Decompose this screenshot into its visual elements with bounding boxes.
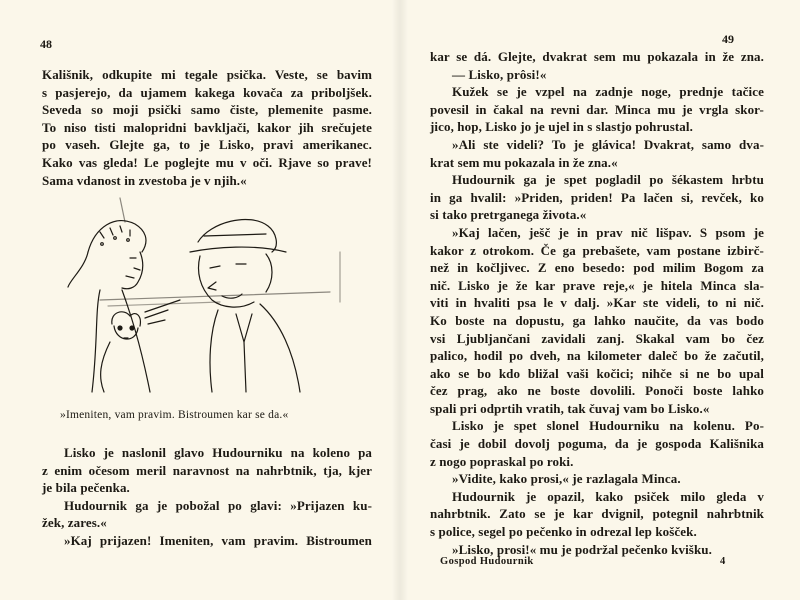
text-line: Ko boste na dopustu, ga lahko naučite, da vas bodo (430, 312, 764, 328)
text-line: Hudournik je opazil, kako psiček milo gleda v (452, 488, 764, 504)
text-line: in ga hvalil: »Priden, priden! Pa lačen si, revček, ko (430, 189, 764, 205)
text-line: palico, hodil po dveh, na kilometer daleč bo že začutil, (430, 348, 764, 364)
text-line: si tako pretrganega života.« (430, 207, 587, 223)
text-line: »Lisko, prosi!« mu je podržal pečenko kvišku. (452, 541, 712, 557)
running-footer-title: Gospod Hudournik (440, 556, 534, 567)
text-line: »Kaj prijazen! Imeniten, vam pravim. Bistroumen (64, 532, 372, 548)
text-line: nič. Lisko je že kar prave reje,« je hitela Minca sla- (430, 277, 764, 293)
text-line: — Lisko, prôsi!« (452, 66, 547, 82)
text-line: s pasjerejo, da ujamem kakega kovača za priboljšek. (42, 84, 372, 100)
text-line: z enim očesom meril naravnost na nahrbtnik, tja, kjer (42, 462, 372, 478)
page-number-left: 48 (40, 37, 52, 51)
text-line: z nogo popraskal po roki. (430, 453, 574, 469)
text-line: Hudournik ga je spet pogladil po šékastem hrbtu (452, 172, 764, 188)
text-line: kakor z otrokom. Če ga prebašete, vam postane izbirč- (430, 242, 764, 258)
text-line: Hudournik ga je pobožal po glavi: »Prijazen ku- (64, 497, 372, 513)
text-line: jico, hop, Lisko jo je ujel in s slastjo pohrustal. (430, 119, 693, 135)
text-line: ako se bo kdo bližal vaši kočici; nihče si ne bo upal (430, 365, 764, 381)
text-line: Kužek se je vzpel na zadnje noge, prednje tačice (452, 84, 764, 100)
text-line: »Ali ste videli? To je glávica! Dvakrat, samo dva- (452, 136, 764, 152)
text-line: Seveda so moji psički samo čiste, plemenite pasme. (42, 102, 372, 118)
text-line: je bila pečenka. (42, 480, 130, 496)
left-page-top-text (42, 66, 372, 189)
text-line: po vaseh. Glejte ga, to je Lisko, pravi amerikanec. (42, 137, 372, 153)
illustration (40, 192, 370, 400)
text-line: viti in hvaliti psa le v dalj. »Kar ste videli, to ni nič. (430, 295, 764, 311)
text-line: s police, segel po pečenko in odrezal lep košček. (430, 524, 697, 540)
text-line: kar se dá. Glejte, dvakrat sem mu pokazala in že zna. (430, 49, 764, 64)
illustration-caption: »Imeniten, vam pravim. Bistroumen kar se da.« (60, 409, 289, 421)
right-page (400, 0, 800, 600)
right-page-text (430, 48, 764, 558)
text-line: »Vidite, kako prosi,« je razlagala Minca. (452, 471, 681, 487)
text-line: Sama vdanost in zvestoba je v njih.« (42, 172, 247, 188)
text-line: než in kočljivec. Z eno besedo: pod milim Bogom za (430, 260, 764, 276)
page-number-right: 49 (722, 32, 734, 46)
text-line: Lisko je spet slonel Hudourniku na kolenu. Po- (452, 418, 764, 434)
left-page-bottom-text (42, 444, 372, 550)
text-line: »Kaj lačen, ješč je in prav nič lišpav. S psom je (452, 224, 764, 240)
signature-mark: 4 (720, 556, 726, 567)
text-line: To niso tisti malopridni bavkljači, kakor jih srečujete (42, 119, 372, 135)
text-line: časi je dobil dovolj poguma, da je gospoda Kališnika (430, 436, 764, 452)
text-line: čez prag, ako ne boste dovolili. Ponoči boste lahko (430, 383, 764, 399)
text-line: povesil in čakal na revni dar. Minca mu je vrgla skor- (430, 101, 764, 117)
text-line: vsi Ljubljančani zavidali zanj. Skakal vam bo čez (430, 330, 764, 346)
text-line: Kališnik, odkupite mi tegale psička. Veste, se bavim (42, 67, 372, 82)
text-line: krat sem mu pokazala in že zna.« (430, 154, 618, 170)
text-line: nahrbtnik. Zato se je kar dvignil, potegnil nahrbtnik (430, 506, 764, 522)
text-line: spali pri odprtih vratih, tak čuvaj vam bo Lisko.« (430, 400, 710, 416)
text-line: žek, zares.« (42, 515, 107, 531)
text-line: Lisko je naslonil glavo Hudourniku na koleno pa (64, 445, 372, 460)
text-line: Kako vas gleda! Le poglejte mu v oči. Rjave so prave! (42, 154, 372, 170)
